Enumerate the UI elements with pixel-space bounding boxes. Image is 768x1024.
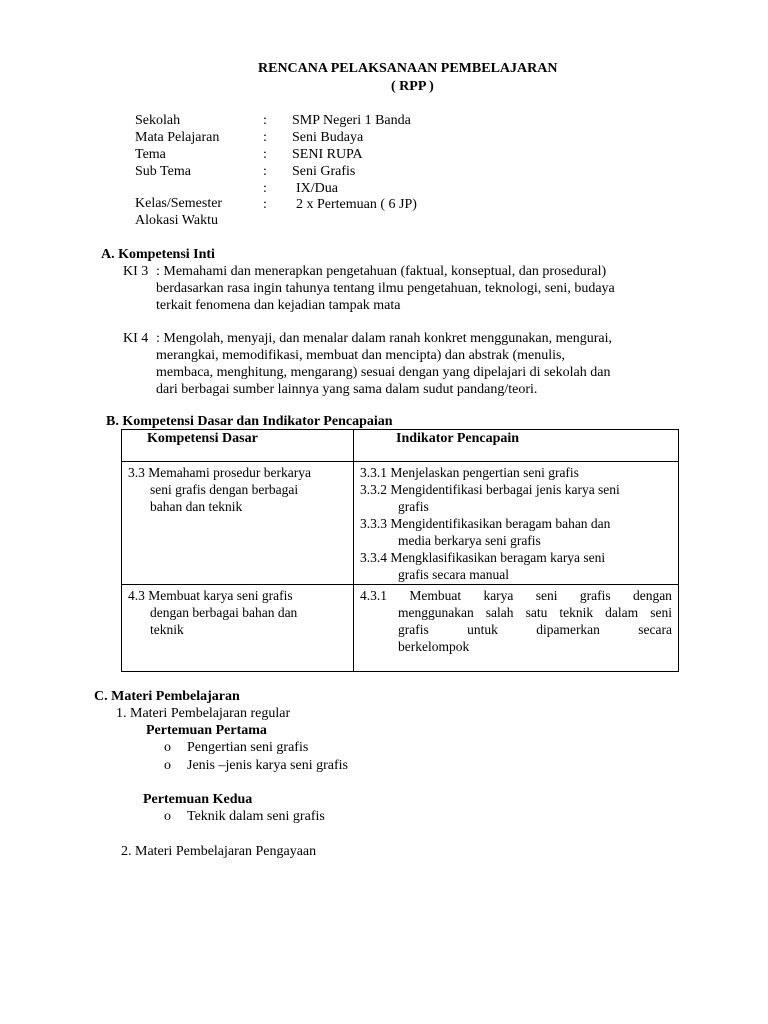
table-row xyxy=(122,585,679,672)
bullet-icon: o xyxy=(164,809,171,824)
ki4-line: membaca, menghitung, mengarang) sesuai dengan yang dipelajari di sekolah dan xyxy=(156,365,611,380)
ki3-line: berdasarkan rasa ingin tahunya tentang ilmu pengetahuan, teknologi, seni, budaya xyxy=(156,281,615,296)
indicator-line: media berkarya seni grafis xyxy=(398,533,541,548)
ki3-label: KI 3 xyxy=(123,264,149,279)
list-item: Teknik dalam seni grafis xyxy=(187,809,325,824)
indicator-justified-line xyxy=(360,587,672,604)
indicator-line: grafis xyxy=(398,499,429,514)
identity-sep: : xyxy=(263,197,267,212)
bullet-icon: o xyxy=(164,740,171,755)
ki3-line: terkait fenomena dan kejadian tampak mata xyxy=(156,298,401,313)
kd-line: teknik xyxy=(150,622,184,637)
word: dengan xyxy=(632,588,672,603)
ki3-line: : Memahami dan menerapkan pengetahuan (faktual, konseptual, dan prosedural) xyxy=(156,264,607,279)
identity-sep: : xyxy=(263,147,267,162)
list-item: Jenis –jenis karya seni grafis xyxy=(187,758,348,773)
table-cell-indicator xyxy=(354,585,679,672)
page-subtitle: ( RPP ) xyxy=(391,79,434,94)
kd-line: 4.3 Membuat karya seni grafis xyxy=(128,588,293,603)
kd-line: 3.3 Memahami prosedur berkarya xyxy=(128,465,311,480)
word: dipamerkan xyxy=(536,622,600,637)
materi-item: 1. Materi Pembelajaran regular xyxy=(116,706,291,721)
identity-label: Kelas/Semester xyxy=(135,196,223,211)
indicator-line: 3.3.2 Mengidentifikasi berbagai jenis karya seni xyxy=(360,482,620,497)
indicator-line: grafis secara manual xyxy=(398,567,509,582)
word: salah xyxy=(485,605,514,620)
word: secara xyxy=(638,622,672,637)
table-row xyxy=(122,462,679,585)
ki4-line: : Mengolah, menyaji, dan menalar dalam ranah konkret menggunakan, mengurai, xyxy=(156,331,613,346)
indicator-justified-line xyxy=(360,621,672,638)
section-a-heading: A. Kompetensi Inti xyxy=(101,247,215,262)
word: teknik xyxy=(559,605,594,620)
section-b-heading: B. Kompetensi Dasar dan Indikator Pencapaian xyxy=(106,414,393,429)
word: grafis xyxy=(398,622,429,637)
table-header-cell xyxy=(354,430,679,462)
bullet-icon: o xyxy=(164,758,171,773)
ki4-line: dari berbagai sumber lainnya yang sama dalam sudut pandang/teori. xyxy=(156,382,538,397)
identity-value: SMP Negeri 1 Banda xyxy=(292,113,411,128)
ki4-line: merangkai, memodifikasi, membuat dan mencipta) dan abstrak (menulis, xyxy=(156,348,565,363)
word: satu xyxy=(525,605,548,620)
word: menggunakan xyxy=(398,605,474,620)
identity-value: Seni Grafis xyxy=(292,164,356,179)
word: seni xyxy=(650,605,672,620)
identity-label: Sub Tema xyxy=(135,164,191,179)
col-header-kompetensi-dasar: Kompetensi Dasar xyxy=(147,431,258,446)
materi-item: 2. Materi Pembelajaran Pengayaan xyxy=(121,844,317,859)
table-cell-indicator xyxy=(354,462,679,585)
indicator-line: berkelompok xyxy=(398,639,470,654)
word: 4.3.1 xyxy=(360,588,387,603)
identity-label: Mata Pelajaran xyxy=(135,130,220,145)
word: grafis xyxy=(579,588,611,603)
competency-table xyxy=(121,429,679,672)
identity-value: IX/Dua xyxy=(296,181,338,196)
table-cell-kd xyxy=(122,462,354,585)
pertemuan-heading: Pertemuan Pertama xyxy=(146,723,267,738)
col-header-indikator: Indikator Pencapain xyxy=(396,431,520,446)
identity-sep: : xyxy=(263,113,267,128)
identity-label: Alokasi Waktu xyxy=(135,213,218,228)
word: Membuat xyxy=(409,588,462,603)
identity-sep: : xyxy=(263,164,267,179)
page-title: RENCANA PELAKSANAAN PEMBELAJARAN xyxy=(258,61,558,76)
identity-sep: : xyxy=(263,130,267,145)
table-cell-kd xyxy=(122,585,354,672)
identity-label: Tema xyxy=(135,147,166,162)
kd-line: bahan dan teknik xyxy=(150,499,243,514)
section-c-heading: C. Materi Pembelajaran xyxy=(94,689,240,704)
indicator-justified-line xyxy=(360,604,672,621)
pertemuan-heading: Pertemuan Kedua xyxy=(143,792,253,807)
ki4-label: KI 4 xyxy=(123,331,149,346)
kd-line: dengan berbagai bahan dan xyxy=(150,605,298,620)
identity-label: Sekolah xyxy=(135,113,181,128)
list-item: Pengertian seni grafis xyxy=(187,740,309,755)
identity-value: 2 x Pertemuan ( 6 JP) xyxy=(296,197,417,212)
indicator-line: 3.3.3 Mengidentifikasikan beragam bahan dan xyxy=(360,516,611,531)
indicator-line: 3.3.1 Menjelaskan pengertian seni grafis xyxy=(360,465,579,480)
identity-value: Seni Budaya xyxy=(292,130,364,145)
word: seni xyxy=(535,588,558,603)
table-header-cell xyxy=(122,430,354,462)
word: untuk xyxy=(467,622,498,637)
indicator-line: 3.3.4 Mengklasifikasikan beragam karya seni xyxy=(360,550,606,565)
table-header-row xyxy=(122,430,679,462)
identity-sep: : xyxy=(263,181,267,196)
identity-value: SENI RUPA xyxy=(292,147,363,162)
kd-line: seni grafis dengan berbagai xyxy=(150,482,299,497)
word: karya xyxy=(483,588,514,603)
word: dalam xyxy=(605,605,639,620)
